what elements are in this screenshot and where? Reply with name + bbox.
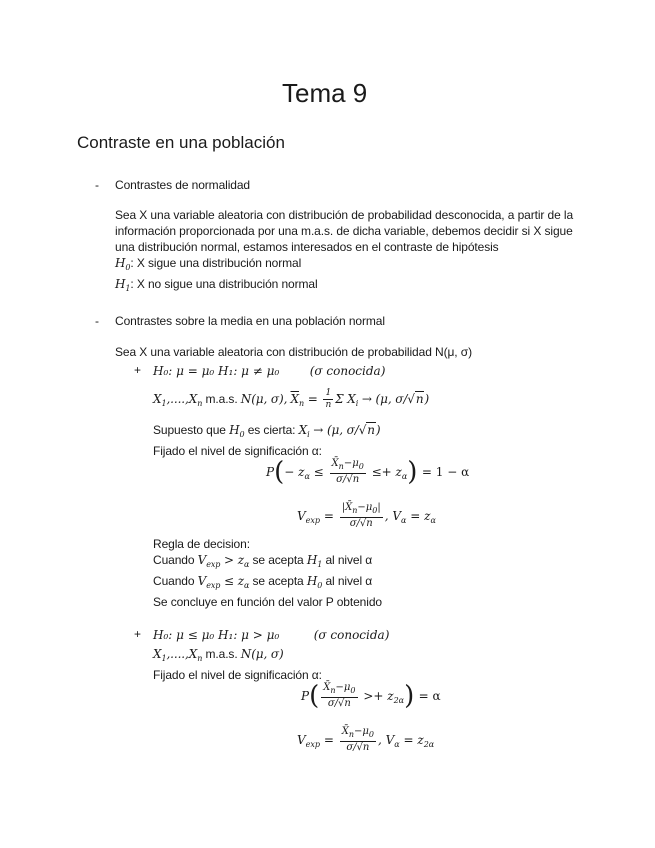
normal-formula: N(μ, σ) — [240, 647, 284, 661]
paragraph-line: información proporcionada por una m.a.s. de dicha variable, debemos decidir si X sigue — [115, 224, 573, 238]
sample-definition: $X_1,....,X_n$ m.a.s. N(μ, σ) — [153, 647, 284, 663]
fijado-line: Fijado el nivel de significación α: — [153, 444, 322, 458]
equation-rhs: = α — [418, 689, 441, 704]
bullet-dash: - — [95, 178, 99, 192]
hypotheses-formula: H₀: μ ≤ μ₀ H₁: μ > μ₀ — [153, 628, 280, 642]
supuesto-pre: Supuesto que — [153, 423, 226, 437]
mas-label: m.a.s. — [205, 392, 238, 406]
bullet-plus: + — [134, 627, 141, 641]
normal-formula: N(μ, σ), — [240, 392, 288, 406]
cuando-text: Cuando — [153, 553, 195, 567]
equation-rhs: = 1 − α — [421, 465, 470, 480]
item-heading-media: Contrastes sobre la media en una población normal — [115, 314, 385, 328]
decision-rule-1: Cuando $V_{exp} > z_\alpha$ se acepta $H_1$ al nivel α — [153, 553, 373, 569]
regla-label: Regla de decision: — [153, 537, 250, 551]
conclusion-line: Se concluye en función del valor P obtenido — [153, 595, 382, 609]
intro-text: Sea X una variable aleatoria con distribución de probabilidad N(μ, σ) — [115, 345, 472, 359]
hypotheses-formula: H₀: μ = μ₀ H₁: μ ≠ μ₀ — [153, 364, 280, 378]
decision-rule-2: Cuando $V_{exp} \le z_\alpha$ se acepta $H_0$ al nivel α — [153, 574, 373, 590]
sigma-note: (σ conocida) — [313, 628, 390, 642]
sigma-note: (σ conocida) — [309, 364, 386, 378]
nivel-text: al nivel α — [325, 553, 373, 567]
hypothesis-h0-text: : X sigue una distribución normal — [130, 256, 302, 270]
cuando-text: Cuando — [153, 574, 195, 588]
hypotheses-case1 — [153, 362, 385, 380]
fijado-line: Fijado el nivel de significación α: — [153, 668, 322, 682]
probability-equation: P( $\frac{X̄_n-\mu_0}{\sigma/√n}$ >+ $z_{2\alpha}) = \alpha$ — [301, 681, 441, 711]
item-heading-normalidad: Contrastes de normalidad — [115, 178, 251, 192]
paragraph-line: una distribución normal, estamos interesados en el contraste de hipótesis — [115, 240, 499, 254]
sample-definition: $X_1,....,X_n$ m.a.s. N(μ, σ), $\overline{X}_n$ = $\frac{1}{n}$ Σ $X_i \to (\mu$, σ/√n) — [153, 388, 430, 410]
acepta-text: se acepta — [252, 553, 304, 567]
page-title: Tema 9 — [282, 78, 368, 108]
mas-label: m.a.s. — [205, 647, 238, 661]
supuesto-line: Supuesto que $H_0$ es cierta: $X_i \to (\mu$, σ/√n) — [153, 423, 381, 439]
section-heading: Contraste en una población — [77, 133, 285, 152]
nivel-text: al nivel α — [325, 574, 373, 588]
paragraph-line: Sea X una variable aleatoria con distribución de probabilidad desconocida, a partir de la — [115, 208, 574, 222]
statistic-equation: $V_{exp}$ = $\frac{X̄_n-\mu_0}{\sigma/√n}$ , $V_\alpha = z_{2\alpha}$ — [297, 726, 435, 753]
probability-equation: $P(- z_\alpha$ ≤ $\frac{X̄_n-\mu_0}{\sigma/√n}$ ≤+ $z_\alpha) = 1 - \alpha$ — [266, 457, 470, 487]
hypothesis-h1-text: : X no sigue una distribución normal — [130, 277, 318, 291]
statistic-equation: $V_{exp}$ = $\frac{|X̄_n-\mu_0|}{\sigma/√n}$ , $V_\alpha = z_\alpha$ — [297, 502, 436, 529]
hypothesis-h0: $H_0$: X sigue una distribución normal — [115, 256, 302, 272]
supuesto-post: es cierta: — [247, 423, 296, 437]
bullet-dash: - — [95, 314, 99, 328]
acepta-text: se acepta — [252, 574, 304, 588]
hypotheses-case2 — [153, 626, 389, 644]
bullet-plus: + — [134, 363, 141, 377]
hypothesis-h1: $H_1$: X no sigue una distribución normal — [115, 277, 318, 293]
